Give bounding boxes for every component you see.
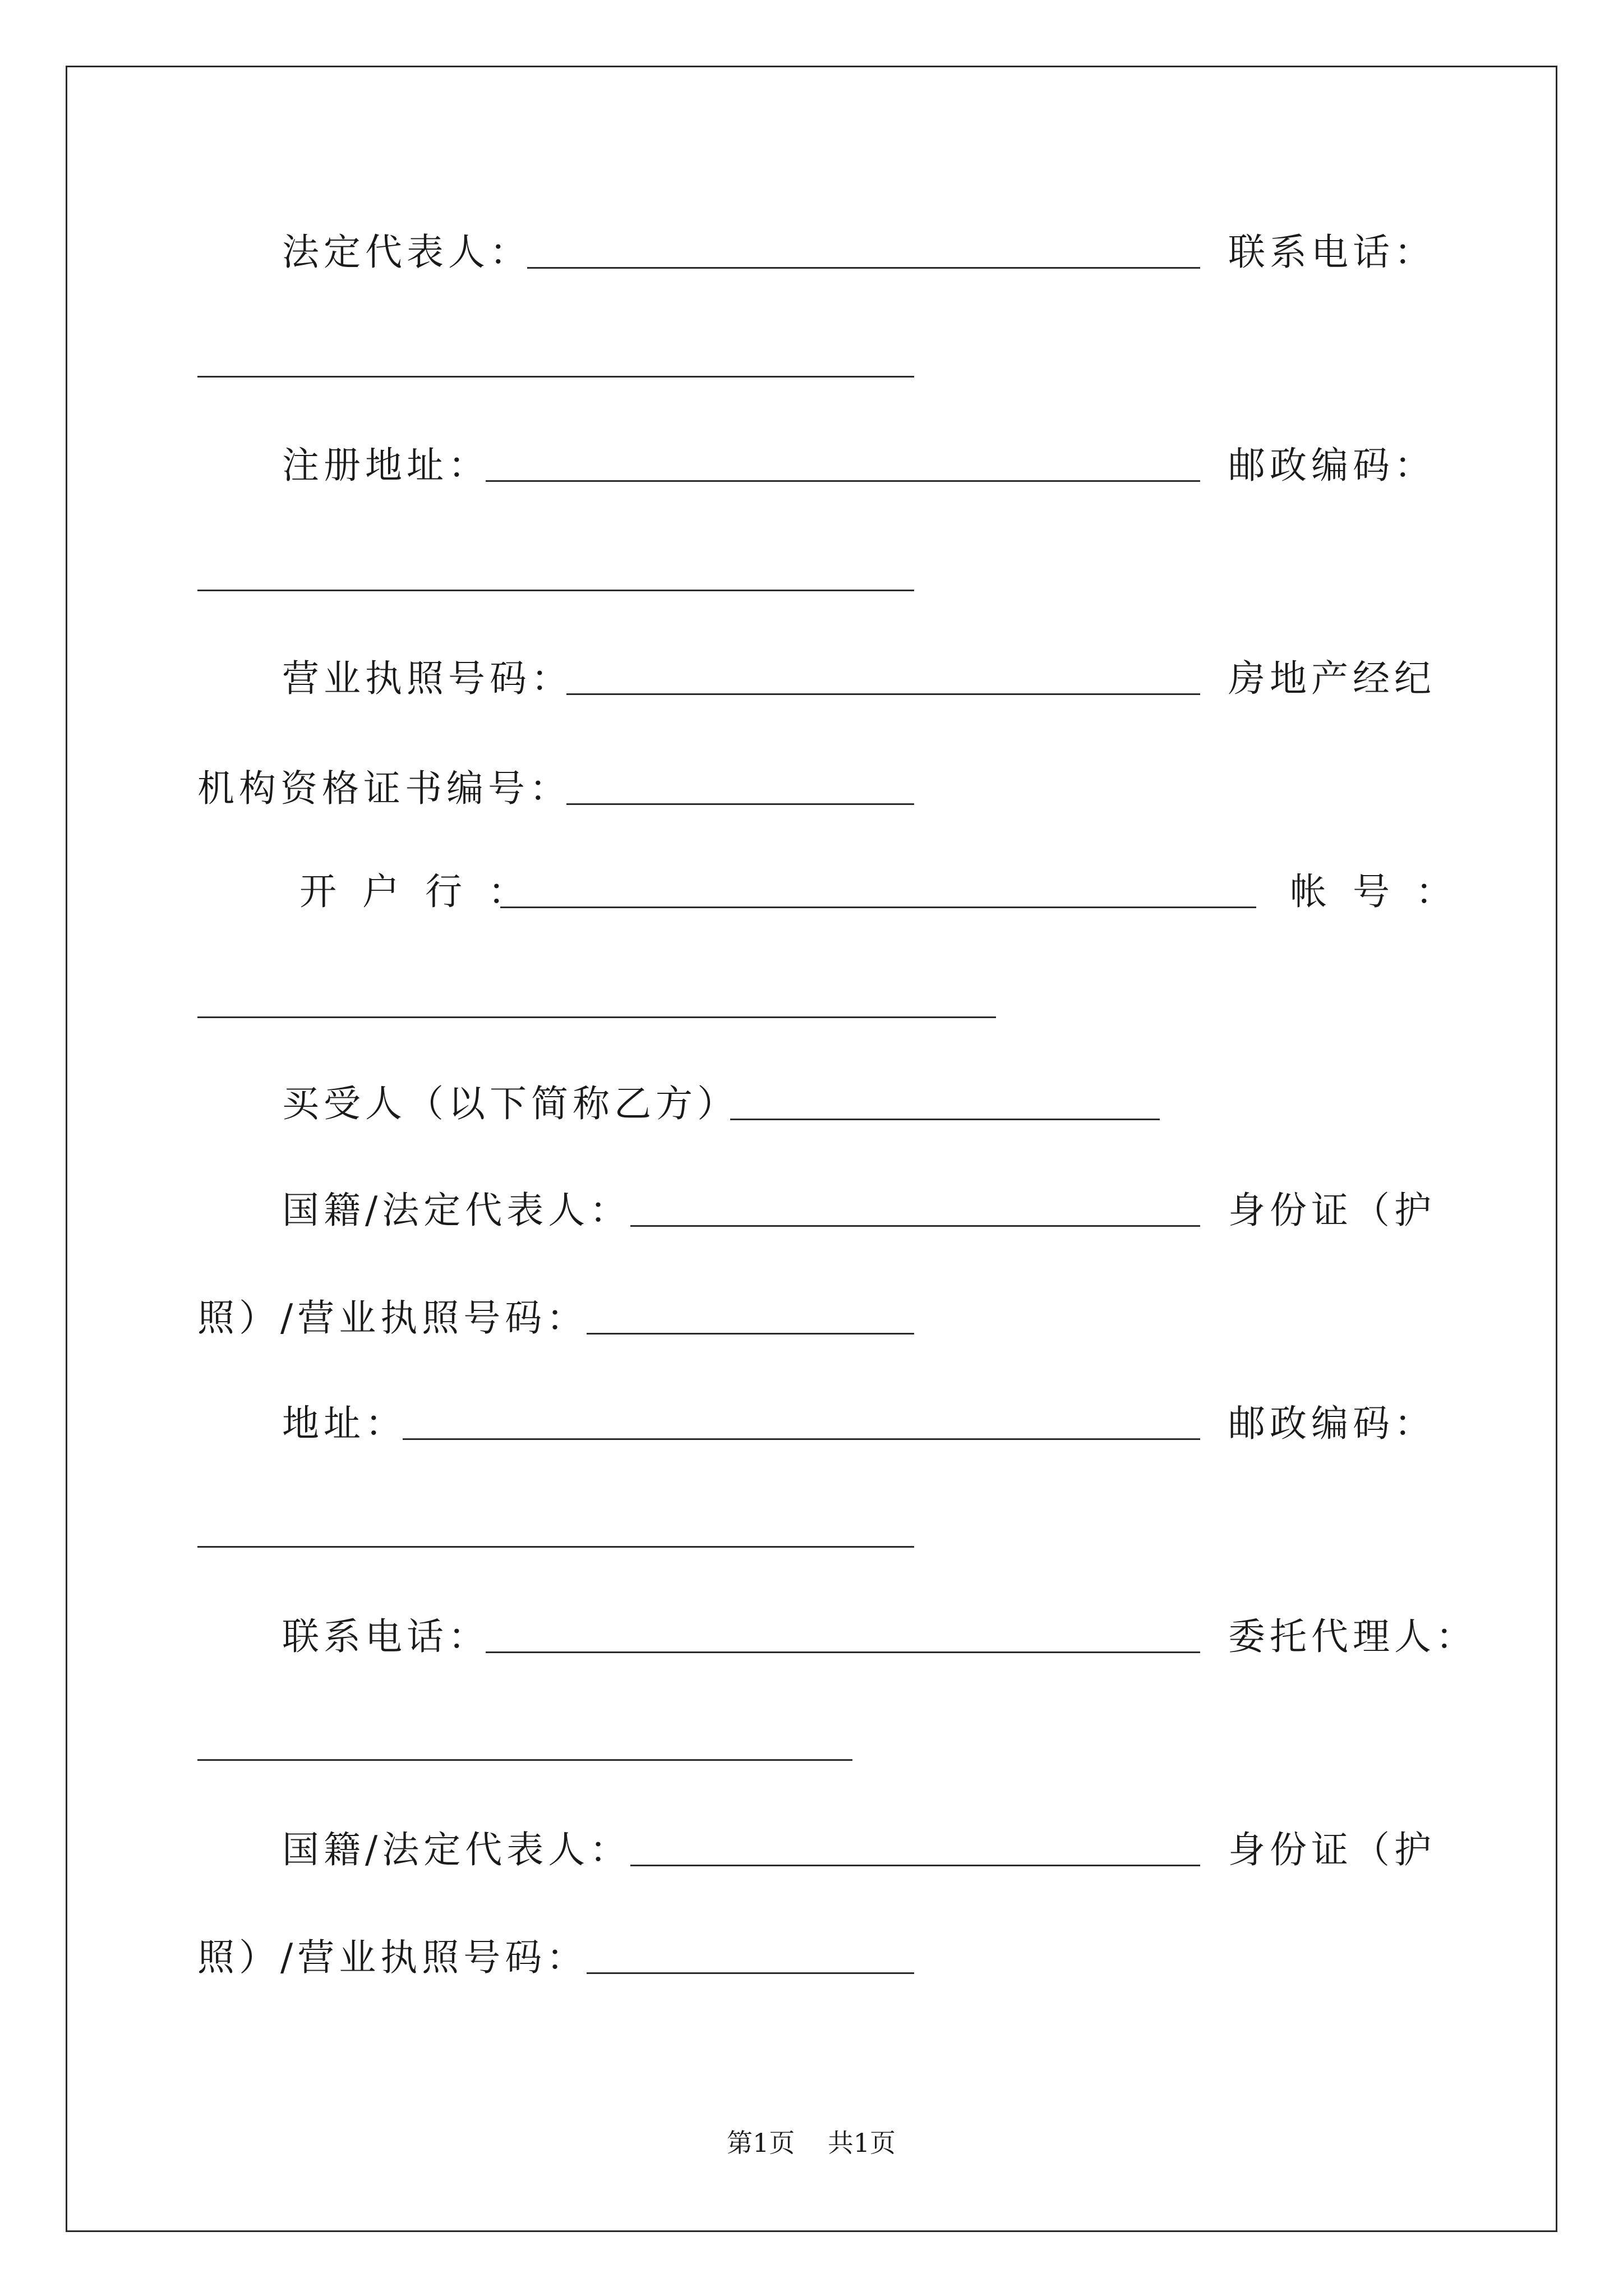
page-number: 第1页 共1页: [727, 2128, 896, 2158]
id2-label-a: 身份证（护: [1228, 1828, 1436, 1871]
bank-label: 开户行：: [299, 870, 551, 913]
license-row: [0, 645, 1623, 712]
id-row: [0, 1285, 1623, 1352]
legal-rep-row: [0, 219, 1623, 286]
bank-row: [0, 858, 1623, 926]
page-footer: [0, 2123, 1623, 2162]
address-row: [0, 1390, 1623, 1457]
postcode2-continuation-row: [0, 1498, 1623, 1565]
agent-continuation-row: [0, 1711, 1623, 1778]
phone2-field[interactable]: [486, 1651, 1200, 1653]
phone-field[interactable]: [197, 376, 914, 378]
nationality-rep-field[interactable]: [630, 1225, 1200, 1227]
postcode-label: 邮政编码：: [1228, 444, 1436, 487]
phone-label: 联系电话：: [1228, 231, 1436, 274]
postcode2-label: 邮政编码：: [1228, 1402, 1436, 1445]
agency-cert-row: [0, 755, 1623, 822]
reg-address-field[interactable]: [486, 480, 1200, 482]
buyer-label: 买受人（以下简称乙方）: [282, 1082, 739, 1125]
postcode-continuation-row: [0, 541, 1623, 609]
reg-address-label: 注册地址：: [282, 444, 490, 487]
id2-row: [0, 1924, 1623, 1991]
account-label: 帐号：: [1290, 870, 1478, 913]
id2-label-b: 照）/营业执照号码：: [197, 1936, 588, 1979]
legal-rep-field[interactable]: [527, 267, 1200, 269]
nationality-rep2-label: 国籍/法定代表人：: [282, 1828, 631, 1871]
agency-cert-label-b: 机构资格证书编号：: [197, 767, 571, 810]
buyer-row: [0, 1070, 1623, 1138]
address-label: 地址：: [282, 1402, 407, 1445]
nationality-rep-label: 国籍/法定代表人：: [282, 1189, 631, 1232]
agent-field[interactable]: [197, 1759, 852, 1761]
nationality-rep2-row: [0, 1816, 1623, 1884]
legal-rep-label: 法定代表人：: [282, 231, 531, 274]
id2-field[interactable]: [587, 1972, 914, 1974]
address-field[interactable]: [403, 1438, 1200, 1440]
reg-address-row: [0, 432, 1623, 499]
nationality-rep2-field[interactable]: [630, 1865, 1200, 1866]
id-label-a: 身份证（护: [1228, 1189, 1436, 1232]
license-field[interactable]: [566, 693, 1200, 695]
postcode-field[interactable]: [197, 590, 914, 591]
buyer-field[interactable]: [730, 1119, 1160, 1120]
phone-continuation-row: [0, 328, 1623, 395]
postcode2-field[interactable]: [197, 1546, 914, 1548]
id-field[interactable]: [587, 1333, 914, 1335]
license-label: 营业执照号码：: [282, 657, 573, 700]
agency-cert-label-a: 房地产经纪: [1228, 657, 1436, 700]
nationality-rep-row: [0, 1177, 1623, 1244]
account-continuation-row: [0, 968, 1623, 1036]
account-field[interactable]: [197, 1016, 996, 1018]
bank-field[interactable]: [500, 907, 1256, 908]
phone2-label: 联系电话：: [282, 1615, 490, 1658]
agent-label: 委托代理人：: [1228, 1615, 1477, 1658]
phone2-row: [0, 1603, 1623, 1671]
id-label-b: 照）/营业执照号码：: [197, 1296, 588, 1340]
agency-cert-field[interactable]: [566, 803, 914, 805]
